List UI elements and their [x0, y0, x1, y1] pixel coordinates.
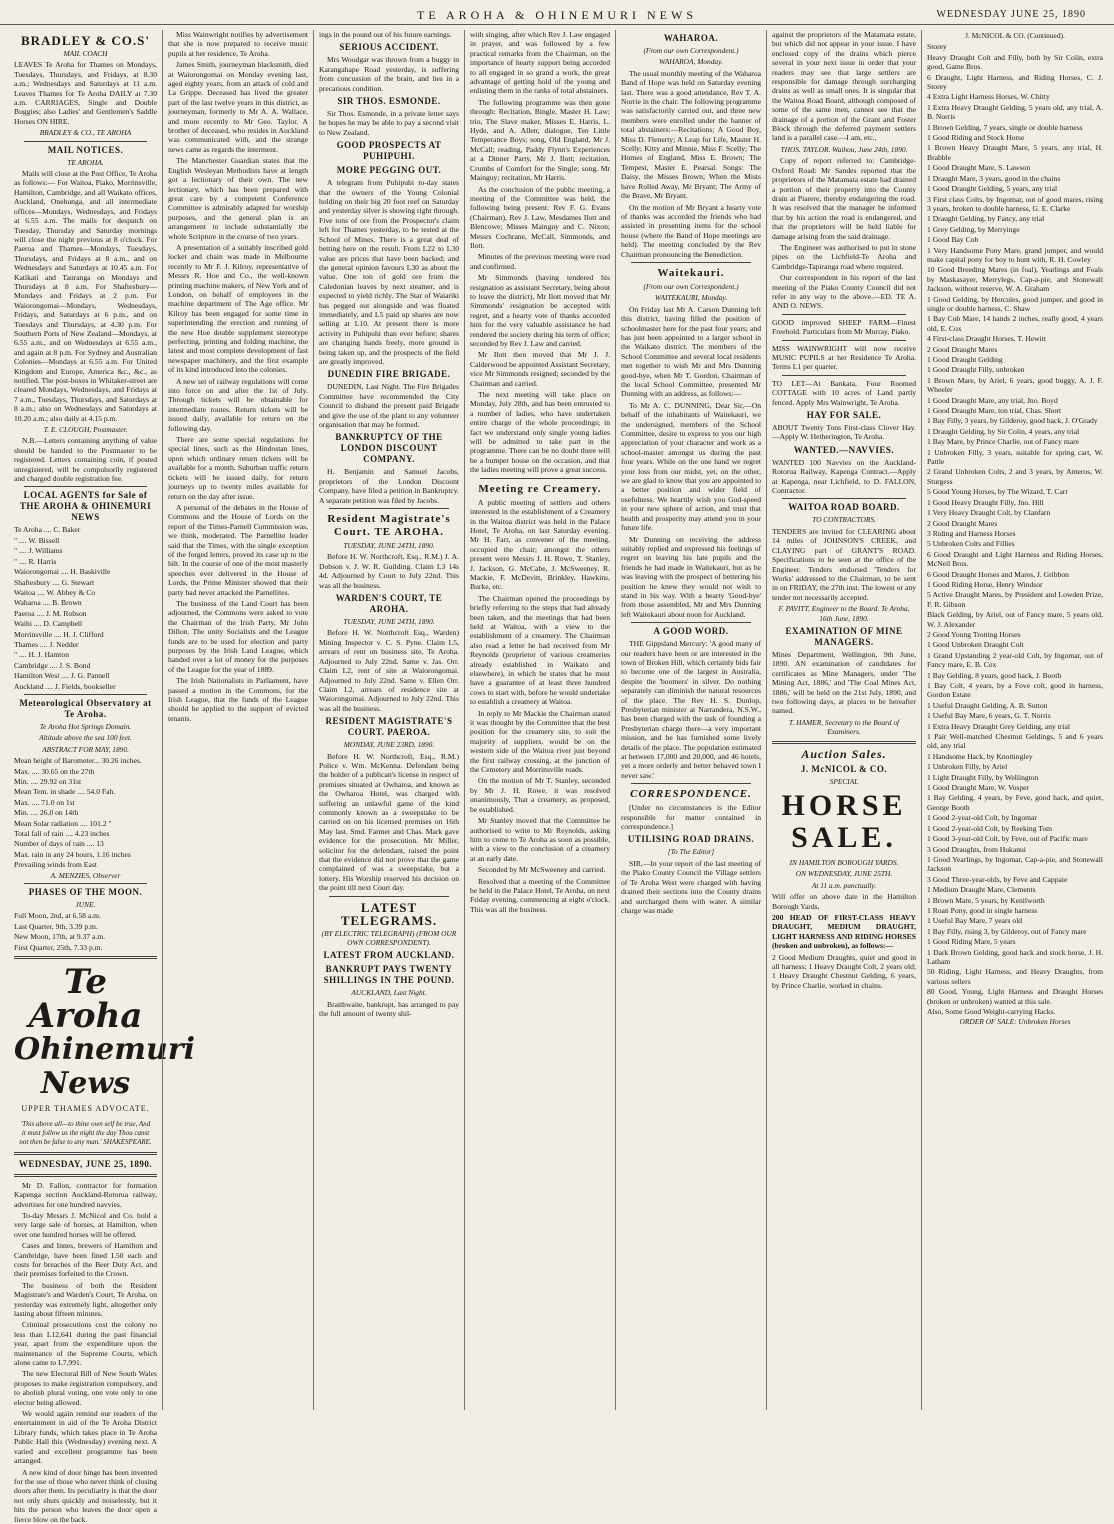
section-heading: UTILISING ROAD DRAINS.: [627, 834, 755, 845]
horse-list-item: 1 Good Draught Gelding: [927, 355, 1003, 364]
dateline: WAITEKAURI, Monday.: [654, 293, 728, 303]
horse-list-item: 3 First class Colts, by Ingomar, out of good mares, rising 3 years, broken to double harness, G. E. Clarke: [927, 194, 1103, 213]
continued-heading: J. McNICOL & CO. (Continued).: [965, 31, 1065, 40]
news-paragraph: The Chairman opened the proceedings by briefly referring to the steps that had already been taken, and the meetings that had been held at Waitoa, with a view to the establishment of a creamery. The Chairman also read a letter he had received from Mr Reynolds (proprietor of various creameries already established in Waikato and elsewhere), in which he states that he must have a guarantee of at least three hundred cows to start with, before he would undertake to establish a creamery at Waitoa.: [470, 593, 610, 707]
auction-date: ON WEDNESDAY, JUNE 25TH.: [795, 869, 893, 879]
news-paragraph: Resolved that a meeting of the Committee be held in the Palace Hotel, Te Aroha, on next Friday evening, commencing at eight o'clock. This was all the business.: [470, 876, 610, 914]
masthead-title: TE AROHA & OHINEMURI NEWS: [417, 8, 697, 22]
court-heading: WARDEN'S COURT, TE AROHA.: [335, 593, 443, 615]
horse-list-item: 1 Good 3-year-old Colt, by Feve, out of Pacific mare: [927, 834, 1088, 844]
horse-list-item: Storey: [927, 42, 947, 52]
news-paragraph: Sir Thos. Esmonde, in a private letter says he hopes he may be able to pay a second visit to New Zealand.: [319, 109, 459, 137]
news-paragraph: The usual monthly meeting of the Waharoa Band of Hope was held on Saturday evening last. There was a good attendance, Rev T. A. Norrie in the chair. The following programme was satisfactorily carried out, and three new members were enrolled under the banner of total abstainers:—Recitations; A Good Boy, Miss D. Flenerty; A Leap for Life, Master H. Scelly; Kitty and Minnie, Miss F. Scelly; The Homes of England, Miss E. Brown; The Tempest, Master E. Pearsal. Songs: The Daisy, the Misses Brown; When the Mists have Rolled Away, Mr Bryant; The Army of the Brave, Mr Bryant.: [621, 68, 761, 201]
news-paragraph: Before H. W. Northcroft, Esq., R.M.) Police v. Wm. McKenna. Defendant being the holder of a publican's license in respect of premises situated at Owharoa, and known as the Owharoa Hotel, was charged with suffering an unlawful game of the kind commonly known as a sweepstake to be carried on on his licensed premises on 16th May last. Smd. Farmer and Chas. Mark gave evidence for the prosecution. Mr Miller, solicitor for the defendant, raised the point that the evidence did not prove that the game complained of was a sweepstake, but a lottery. His Worship reserved his decision on the point till next Court day.: [319, 751, 459, 893]
horse-list-item: 6 Good Draught and Light Harness and Riding Horses, McNeil Bros.: [927, 549, 1103, 569]
news-paragraph: The Manchester Guardian states that the English Wesleyan Methodists have at length got a lectionary of their own. The new lectionary, which has been prepared with great care by a competent Conference Committee is admirably adapted for worship purposes, and the general plan is an arrangement to include substantially the whole Scripture in the course of two years.: [168, 156, 308, 241]
telegrams-sub: (BY ELECTRIC TELEGRAPH) (FROM OUR OWN CORRESPONDENT).: [321, 928, 457, 948]
horse-list-item: 1 Roan Pony, good in single harness: [927, 905, 1038, 915]
agent-row: Te Aroha .... C. Baker: [14, 525, 81, 535]
horse-list-item: 1 Good Draught Mare, W. Vosper: [927, 783, 1030, 793]
horse-list-item: 1 Unbroken Filly, by Ariel: [927, 762, 1008, 772]
moon-row: New Moon, 17th, at 9.37 a.m.: [14, 932, 106, 942]
agent-row: Waihi .... D. Campbell: [14, 619, 83, 629]
order-of-sale: ORDER OF SALE: Unbroken Horses: [959, 1017, 1071, 1027]
horse-list-item: 6 Draught, Light Harness, and Riding Horses, C. J. Storey: [927, 72, 1103, 92]
horse-list-item: 1 Bay Colt, 4 years, by a Fove colt, good in harness, Gordon Estate: [927, 681, 1103, 700]
horse-list-item: 3 Good Three-year-olds, by Feve and Cappaie: [927, 874, 1068, 884]
column-rule: [464, 30, 465, 1410]
section-heading: DUNEDIN FIRE BRIGADE.: [327, 369, 451, 380]
mail-title: MAIL NOTICES.: [47, 144, 124, 155]
news-paragraph: The following programme was then gone through: Recitation, Bingle, Master H. Law; trio, The Slave maker, Misses E. Harris, L. Hyde, and A. Allen; dialogue, Ten Little Temperance Boys; song, Old England, Mr J. McCall; reading, Paddy Flynn's Experiences at a Dinner Party, Mr J. Ilott; recitation, Crumbs of Comfort for the Single; song, Mr Mainguy; recitation, Mr Harris.: [470, 97, 610, 183]
met-row: Mean height of Barometer... 30.26 inches.: [14, 756, 142, 766]
auctioneer-name: J. McNICOL & CO.: [800, 763, 888, 774]
met-sub: Te Aroha Hot Springs Domain.: [39, 721, 132, 731]
agent-row: Waitoa .... W. Abbey & Co: [14, 587, 96, 597]
horse-list-item: 1 Bay Gelding, 4 years, by Feve, good hack, and quiet, George Booth: [927, 793, 1103, 812]
horse-list-item: 1 Brown Heavy Draught Mare, 5 years, any trial, H. Brabble: [927, 143, 1103, 162]
section-heading: GOOD PROSPECTS AT PUHIPUHI.: [336, 140, 442, 162]
agent-row: " .... J. Williams: [14, 546, 63, 556]
news-paragraph: H. Benjamin and Samuel Jacobs, proprietors of the London Discount Company, have filed a petition in Bankruptcy. A separate petition was filed by Jacobs.: [319, 467, 459, 505]
paper-nameplate: [14, 962, 195, 1114]
advertisement: MISS WAINWRIGHT will now receive MUSIC PUPILS at her Residence Te Aroha. Terms L1 per quarter.: [772, 343, 916, 372]
horse-list-item: 1 Bay Filly, 3 years, by Gilderoy, good hack, J. O'Grady: [927, 416, 1098, 426]
agent-row: Paeroa .... J. M. Robson: [14, 608, 87, 618]
met-alt: Altitude above the sea 100 feet.: [39, 733, 132, 743]
column-7: [927, 30, 1103, 1410]
dateline: AUCKLAND, Last Night.: [351, 988, 427, 998]
nameplate-subtitle: UPPER THAMES ADVOCATE.: [21, 1104, 150, 1114]
horse-list-item: 80 Good, Young, Light Harness and Draught Horses (broken or unbroken) wanted at this sale.: [927, 987, 1103, 1006]
horse-list-item: 2 Good Draught Mares: [927, 518, 998, 528]
ad-sign: F. PAVITT, Engineer to the Board. Te Aroha, 16th June, 1890.: [778, 604, 910, 623]
met-row: Max. rain in any 24 hours, 1.16 inches: [14, 849, 131, 859]
moon-row: First Quarter, 25th, 7.33 p.m.: [14, 942, 103, 952]
news-paragraph: Mr Stanley moved that the Committee be authorised to write to Mr Reynolds, asking him to come to Te Aroha as soon as possible, with a view to the conclusion of a creamery at an early date.: [470, 816, 610, 863]
section-heading: MORE PEGGING OUT.: [336, 165, 442, 176]
horse-list-item: 1 Good Draught Mare, any trial, Jno. Boyd: [927, 395, 1058, 405]
horse-list-item: 1 Brown Gelding, 7 years, single or double harness: [927, 122, 1083, 132]
horse-list-item: 1 Extra Heavy Draught Grey Gelding, any trial: [927, 721, 1070, 731]
leader-paragraph: To-day Messrs J. McNicol and Co. hold a very large sale of horses, at Hamilton, when over one hundred horses will be offered.: [14, 1210, 157, 1239]
news-paragraph: The Irish Nationalists in Parliament, have passed a motion in the Commons, for the Irish League, that the funds of the League should be applied to the support of evicted tenants.: [168, 676, 308, 723]
news-paragraph: Minutes of the previous meeting were read and confirmed.: [470, 252, 610, 271]
agent-row: " .... R. Harris: [14, 556, 57, 566]
advertisement: GOOD improved SHEEP FARM—Finest Freehold. Particulars from Mr Murray, Piako.: [772, 317, 916, 337]
news-paragraph: James Smith, journeyman blacksmith, died at Waiorongomai on Monday evening last, aged eighty years, from an attack of cold and La Grippe. Deceased has lived the greater part of the last twelve years in this district, as journeyman, formerly to Mr A. A. Wallace, and more recently to Mr Geo. Taylor. A brother of deceased, who resides in Auckland was communicated with, and the strange news came as regards the interment.: [168, 60, 308, 154]
mail-place: TE AROHA.: [67, 157, 104, 167]
horse-list-item: 1 Draught Mare, 3 years, good in the chains: [927, 173, 1061, 183]
news-paragraph: On the motion of Mr T. Stanley, seconded by Mr J. H. Rowe, it was resolved unanimously, That a creamery, as proposed, be established.: [470, 776, 610, 814]
horse-sale-banner: HORSE SALE.: [781, 789, 907, 854]
horse-list-item: 1 Useful Draught Gelding, A. B. Sutton: [927, 700, 1048, 710]
horse-list-item: 4 Extra Light Harness Horses, W. Chitty: [927, 92, 1050, 102]
news-paragraph: Our correspondent in his report of the last meeting of the Piako County Council did not refer in any way to the above.—ED. TE A. AND O. NEWS.: [772, 273, 916, 311]
news-paragraph: The next meeting will take place on Monday, July 28th, and has been entrusted to a number of ladies, who have undertaken entire charge of the whole proceedings; in fact we understand only single young ladies will be admitted to take part in the programme. There can be no doubt there will be a bumper house on the occasion, and that the ladies meeting will prove a great success.: [470, 390, 610, 475]
horse-list-item: 1 Good Riding and Stock Horse: [927, 133, 1025, 143]
news-paragraph: [Under no circumstances is the Editor responsible for matter contained in correspondence.]: [621, 803, 761, 832]
news-paragraph: A new set of railway regulations will come into force on and after the 1st of July. Through tickets will be obtainable for intermediate routes. Return tickets will be issued daily, available for return on the following day.: [168, 376, 308, 433]
section-heading: LATEST FROM AUCKLAND.: [323, 950, 455, 961]
news-paragraph: Braithwaite, bankrupt, has arranged to pay the full amount of twenty shil-: [319, 999, 459, 1019]
court-date: TUESDAY, JUNE 24TH, 1890.: [343, 617, 435, 627]
agent-row: Waiorongomai .... H. Baskiville: [14, 567, 111, 577]
section-heading: Waitekauri.: [657, 266, 725, 279]
column-1: [14, 30, 195, 1524]
news-paragraph: Copy of report referred to: Cambridge-Oxford Road: Mr Sandes reported that the proprietors of the Matamata estate had drained a portion of their property into the County drain at Piarere, thereby endangering the road. It was resolved that the manager be informed that by his action the road is endangered, and that the proprietors will be held liable for damage arising from the said drainage.: [772, 156, 916, 241]
auction-heading: Auction Sales.: [801, 746, 887, 761]
horse-list-item: 6 Good Draught Horses and Mares, J. Gribbon: [927, 569, 1069, 579]
news-paragraph: Mr Dunning on receiving the address suitably replied and expressed his feelings of regret on leaving his late pupils and the friends he had made in Waitekauri, but as he was leaving with the prospect of bettering his position he knew they would not wish to stand in his way. With a hearty 'Good-bye' from those assembled, Mr and Mrs Dunning left Waitekauri about noon for Auckland.: [621, 534, 761, 619]
horse-list-item: 1 Good Draught Mare, ton trial, Chas. Short: [927, 406, 1062, 416]
news-paragraph: Mr Ilott then moved that Mr J. J. Calderwood be appointed Assistant Secretary, vice Mr Simmonds resigned; seconded by the Chairman and carried.: [470, 350, 610, 388]
ad-heading: HAY FOR SALE.: [806, 410, 882, 421]
mail-sign: T. E. CLOUGH, Postmaster.: [43, 425, 128, 435]
moon-list: [14, 911, 157, 952]
telegrams-heading: LATEST TELEGRAMS.: [340, 899, 438, 928]
news-paragraph: Before H. W. Northcroft Esq., Warden) Mining Inspector v. C. S. Pyne. Claim L5, arrears of rent on business site, Te Aroha. Adjourned to July 22nd. Same v. Jas. Orr. Claim L2, rent of site at Waiorongomai. Adjourned to July 22nd. Same v. Ellen Orr. Claim L2, arrears of residence site at Waiorongomai. Adjourned to July 22nd. This was all the business.: [319, 628, 459, 713]
horse-list-item: 1 Draught Gelding, by Fancy, any trial: [927, 214, 1045, 224]
leader-paragraph: A new kind of door hinge has been invented for the use of those who never think of closing doors after them. Its peculiarity is that the door not only shuts quickly and noiselessly, but it hits the person who leaves the door open a fierce blow on the back.: [14, 1467, 157, 1524]
news-paragraph: As the conclusion of the public meeting, a meeting of the Committee was held, the following being present: Rev F. G. Evans (Chairman), Rev J. Law, Mesdames Ilott and Blencowe; Misses Mainguy and C. Nixon; Messrs Cochrane, McCall, Simmonds, and Ilott.: [470, 184, 610, 250]
news-paragraph: Before H. W. Northcroft, Esq., R.M.) J. A. Dobson v. J. W. R. Guilding. Claim L3 14s 4d. Adjourned by Court to July 22nd. This was all the business.: [319, 552, 459, 590]
column-rule: [313, 30, 314, 1410]
column-4: [470, 30, 610, 1410]
section-heading: A GOOD WORD.: [653, 626, 729, 637]
news-paragraph: DUNEDIN, Last Night. The Fire Brigades Committee have recommended the City Council to disband the present paid Brigade and give the use of the plant to any volunteer organisation that may be formed.: [319, 382, 459, 429]
leader-paragraph: The business of both the Resident Magistrate's and Warden's Court, Te Aroha, on yesterday was extremely light, altogether only lasting about fifteen minutes.: [14, 1280, 157, 1318]
news-paragraph: against the proprietors of the Matamata estate, but which did not appear in your issue. I have enclosed copy of the drains which pierce several in your next issue in order that your readers may see that large settlers are responsible for damage through surcharging drains as well as small ones. It is singular that the Waitoa Road Board, although composed of some of the same men, cannot see that the drainage of a portion of the Grant and Foster Block through the deferred payment settlers land is a parallel case.—I am, etc.,: [772, 30, 916, 143]
leader-paragraph: The new Electoral Bill of New South Wales proposes to make registration compulsory, and to abolish plural voting, one vote only to one elector being allowed.: [14, 1369, 157, 1407]
news-paragraph: ings in the pound out of his future earnings.: [319, 30, 452, 39]
agent-row: Cambridge .... J. S. Bond: [14, 660, 91, 670]
moon-row: Full Moon, 2nd, at 6.58 a.m.: [14, 911, 101, 921]
horse-list-item: 1 Good Unbroken Draught Colt: [927, 640, 1024, 650]
moon-row: Last Quarter, 9th, 3.39 p.m.: [14, 921, 98, 931]
horse-list-item: 1 Useful Bay Mare, 7 years old: [927, 916, 1023, 926]
met-sign: A. MENZIES, Observer: [50, 870, 121, 880]
leader-paragraph: Mr D. Fallon, contractor for formation Kapenga section Auckland-Rotorua railway, advertises for one hundred navvies.: [14, 1180, 157, 1209]
horse-list-item: 1 Good Gelding, by Hercules, good jumper, and good in single or double harness, C. Shaw: [927, 294, 1103, 313]
ad-heading: WAITOA ROAD BOARD.: [788, 502, 900, 513]
ad-heading: WANTED.—NAVVIES.: [793, 444, 895, 455]
horse-list-item: 1 Very Heavy Draught Colt, by Clanfarn: [927, 508, 1051, 518]
mail-nb: N.B.—Letters containing anything of value should be handed to the Postmaster to be registered. Letters containing coin, if posted unregistered, will be compulsorily registered and charged double registration fee.: [14, 436, 157, 484]
leader-paragraph: We would again remind our readers of the entertainment in aid of the Te Aroha District Library funds, which takes place in Te Aroha Public Hall this (Wednesday) evening next. A varied and excellent programme has been arranged.: [14, 1409, 157, 1466]
horse-list-item: 1 Bay Filly, rising 3, by Gilderoy, out of Fancy mare: [927, 926, 1087, 936]
court-date: MONDAY, JUNE 23RD, 1890.: [343, 740, 435, 750]
leader-paragraph: Criminal prosecutions cost the colony no less than L12,641 during the past financial year, apart from the expenditure upon the maintenance of the Supreme Courts, which alone came to L7,991.: [14, 1320, 157, 1368]
agent-row: Waharoa .... B. Brown: [14, 598, 82, 608]
column-5: [621, 30, 761, 1410]
horse-list-item: 1 Good Draught Filly, unbroken: [927, 365, 1025, 375]
column-rule: [921, 30, 922, 1410]
section-heading: CORRESPONDENCE.: [630, 788, 752, 801]
ad-heading: EXAMINATION OF MINE MANAGERS.: [785, 625, 903, 647]
horse-list-item: 1 Good Draught Mare, S. Lawson: [927, 163, 1031, 173]
horse-list-item: 1 Good Riding Horse, Henry Windsor: [927, 579, 1043, 589]
horse-list-item: 3 Good Draughts, from Hukanui: [927, 844, 1026, 854]
horse-list-item: 1 Good Heavy Draught Filly, Jno. Hill: [927, 497, 1044, 507]
agent-row: Thames .... J. Nedder: [14, 639, 79, 649]
horse-list-item: 1 Good Yearlings, by Ingomar, Cap-a-pie, and Stonewall Jackson: [927, 854, 1103, 874]
auction-venue: IN HAMILTON BOROUGH YARDS.: [789, 858, 899, 867]
column-rule: [766, 30, 767, 1410]
column-3: [319, 30, 459, 1410]
advertisement: TENDERS are invited for CLEARING about 14 miles of JOHNSON'S CREEK, and CLAYING part of GRANT'S ROAD. Specifications to be seen at the office of the Engineer. Tenders endorsed 'Tenders for Works' addressed to the Chairman, to be sent in on FRIDAY, the 27th inst. The lowest or any tender not necessarily accepted.: [772, 526, 916, 602]
ad-sign: T. HAMER, Secretary to the Board of Examiners.: [788, 717, 900, 737]
court-date: TUESDAY, JUNE 24TH, 1890.: [343, 541, 435, 551]
horse-list-item: 5 Good Young Horses, by The Wizard, T. Carr: [927, 487, 1068, 497]
moon-month: JUNE.: [75, 900, 96, 910]
horse-list-item: Also, Some Good Weight-carrying Hacks.: [927, 1007, 1056, 1016]
met-row: Prevailing winds from East: [14, 860, 97, 870]
nameplate-line-1: Te Aroha: [28, 962, 143, 1037]
column-rule: [615, 30, 616, 1410]
dateline: WAHAROA, Monday.: [659, 57, 723, 67]
met-row: Mean Solar radiation .... 101.2 ": [14, 818, 112, 828]
met-title: Meteorological Observatory at Te Aroha.: [19, 697, 152, 719]
motto: 'This above all—to thine own self be true, And it must follow as the night the day Thou canst not then be false to any man.' SHAKESPEARE.: [19, 1119, 152, 1147]
horse-list-item: 1 Good Bay Cob: [927, 235, 979, 245]
advertisement: 200 HEAD OF FIRST-CLASS HEAVY DRAUGHT, MEDIUM DRAUGHT, LIGHT HARNESS AND RIDING HORSES (broken and unbroken), as follows:—: [772, 913, 916, 951]
agent-row: Hamilton West .... J. G. Pannell: [14, 671, 110, 681]
nameplate-line-2: Ohinemuri News: [14, 1032, 195, 1102]
news-paragraph: The Engineer was authorised to put in stone pipes on the Lichfield-Te Aroha and Cambridge-Tapiranga road where required.: [772, 242, 916, 271]
advertisement: ABOUT Twenty Tons First-class Clover Hay.—Apply W. Hetherington, Te Aroha.: [772, 423, 916, 442]
advertisement: Will offer on above date in the Hamilton Borough Yards,: [772, 892, 916, 911]
met-row: Mean Tem. in shade .... 54.0 Fah.: [14, 787, 116, 797]
bradley-text: LEAVES Te Aroha for Thames on Mondays, Tuesdays, Thursdays, and Fridays, at 8.30 a.m.; Wednesdays and Saturdays at 11 a.m. Leaves Thames for Te Aroha DAILY at 7.30 a.m. CARRIAGES, Single and Double Buggies; also Ladies' and Gentlemen's Saddle Horses ON HIRE.: [14, 60, 157, 126]
section-heading: BANKRUPT PAYS TWENTY SHILLINGS IN THE POUND.: [323, 964, 455, 986]
horse-list-item: 1 Good Draught Gelding, 5 years, any trial: [927, 184, 1058, 194]
horse-list-item: 1 Draught Gelding, by Sir Colin, 4 years, any trial: [927, 426, 1080, 436]
correspondent-note: (From our own Correspondent.): [643, 46, 739, 55]
horse-list-item: 1 Bay Gelding, 8 years, good hack, J. Booth: [927, 670, 1062, 680]
advertisement: 2 Good Medium Draughts, quiet and good in all harness; 1 Heavy Draught Colt, 2 years old; 1 Heavy Draught Chestnut Gelding, 6 years, by Prince Charlie, worked in chains.: [772, 952, 916, 990]
horse-list-item: 1 Useful Bay Mare, 6 years, G. T. Norris: [927, 711, 1051, 721]
horse-list-item: 1 Extra Heavy Draught Gelding, 5 years old, any trial, A. B. Norris: [927, 102, 1103, 122]
court-heading: RESIDENT MAGISTRATE'S COURT. PAEROA.: [325, 716, 453, 738]
horse-list-item: 1 Medium Draught Mare, Clements: [927, 885, 1036, 895]
advertisement: Mines Department, Wellington, 9th June, 1890. AN examination of candidates for certificates as Mine Managers, under 'The Mining Act, 1886,' and 'The Coal Mines Act, 1886,' will be held on the 21st July, 1890, and two following days, at places to be hereafter named.: [772, 649, 916, 716]
news-paragraph: On the motion of Mr Bryant a hearty vote of thanks was accorded the friends who had assisted in presenting items for the school house (where the Band of Hope meetings are held). The meeting concluded by the Rev Chairman pronouncing the Benediction.: [621, 202, 761, 259]
horse-list-item: 1 Unbroken Filly, 3 years, suitable for spring cart, W. Pattle: [927, 447, 1103, 467]
bradley-subtitle: MAIL COACH: [63, 49, 108, 58]
column-rule: [162, 30, 163, 1410]
horse-list-item: 1 Grey Gelding, by Merryinge: [927, 224, 1020, 234]
news-paragraph: A public meeting of settlers and others interested in the establishment of a Creamery in the Waitoa district was held in the Palace Hotel, Te Aroha, on last Saturday evening. Mr H. Farr, as convener of the meeting, occupied the chair; amongst the others present were Messrs J. H. Rowe, T. Stanley, J. Jackson, G. McCabe, J. McSweeney, R. Mackie, F. McDevitt, Brinkley, Hawkins, Burke, etc.: [470, 497, 610, 592]
news-paragraph: Mrs Woodgar was thrown from a buggy in Karangahape Road yesterday, is suffering from concussion of the brain, and lies in a precarious condition.: [319, 55, 459, 93]
agents-list: [14, 525, 157, 691]
column-2: [168, 30, 308, 1410]
horse-list-item: 1 Bay Mare, by Prince Charlie, out of Fancy mare: [927, 437, 1080, 447]
court-heading: Resident Magistrate's Court. TE AROHA.: [327, 513, 451, 539]
section-heading: Meeting re Creamery.: [478, 482, 602, 495]
mail-text: Mails will close at the Post Office, Te Aroha as follows:— For Waitoa, Piako, Morrinsville, Hamilton, Cambridge, and all Waikato offices, Auckland, Onehunga, and all intermediate offices—Mondays, Wednesdays, and Fridays at 6.55 a.m. The mails for despatch on Tuesday, Thursday and Saturday mornings will close the night previous at 8 o'clock. For Paeroa and Thames—Mondays, Tuesdays, Thursdays, and Fridays at 8 a.m., and on Wednesdays and Saturdays at 10.45 a.m. For Katikati and Tauranga on Mondays and Thursdays at 8 a.m. For Shaftesbury—Mondays and Fridays at 2 p.m. For Waiorongomai—Mondays, Wednesdays, Fridays, and Saturdays at 6 p.m., and on Tuesdays and Thursdays, at 4.30 p.m. For Southern Ports of New Zealand—Mondays, at 6.55 a.m., and on Wednesdays at 6.55 a.m., and again at 8 p.m. For Sydney and Australian Colonies—Mondays at 6.55 a.m. For United Kingdom and Europe, America &c., &c., as notified. The post-boxes in Whitaker-street are cleared Mondays, Wednesdays, and Fridays at 7 a.m., Tuesdays, Thursdays, and Saturdays at 8 a.m.; also on Wednesdays and Saturdays at 10.20 a.m.; also daily at 4.15 p.m.: [14, 169, 157, 423]
bradley-title: BRADLEY & CO.S': [20, 33, 150, 48]
horse-list-item: 5 Active Draught Mares, by President and Lowden Prize, F. R. Gibson: [927, 590, 1103, 609]
section-heading: WAHAROA.: [663, 33, 719, 43]
horse-list-item: Heavy Draught Colt and Filly, both by Sir Colin, extra good, Game Bros.: [927, 52, 1103, 72]
horse-list-item: 1 Good 2-year-old Colt, by Reeking Tom: [927, 823, 1053, 833]
column-6: [772, 30, 916, 1410]
horse-list-item: 10 Good Breeding Mares (in foal), Yearlings and Foals by Maskasayer, Merrylegs, Cap-a-pie, and Stonewall Jackson, without reserve, W. A. Graham: [927, 265, 1103, 294]
agent-row: " .... W. Bissell: [14, 535, 60, 545]
agent-row: Shaftesbury .... G. Stewart: [14, 577, 95, 587]
news-paragraph: A personal of the debates in the House of Commons and the House of Lords on the report of the Times-Parnell Commission was, we think, moderated. The Parnellite leader said that the Times, with the single exception of the forged letters, proved its case up to the hilt. In the course of one of the most masterly speeches ever delivered in the House of Lords, the Prime Minister showed that their party had never attacked the Parnellites.: [168, 502, 308, 597]
correspondent-note: (From our own Correspondent.): [643, 281, 739, 291]
horse-list-item: 5 Unbroken Colts and Fillies: [927, 539, 1015, 549]
met-row: Max. .... 30.65 on the 27th: [14, 766, 95, 776]
horse-list-item: 1 Very Handsome Pony Mare, grand jumper, and would make capital pony for boy to hunt with, R. H. Cowley: [927, 245, 1103, 264]
news-paragraph: Seconded by Mr McSweeney and carried.: [478, 865, 606, 875]
advertisement: WANTED 100 Navvies on the Auckland-Rotorua Railway, Kapenga Contract.—Apply at Kapenga, near Lichfield, to D. FALLON, Contractor.: [772, 457, 916, 496]
dateline: WEDNESDAY, JUNE 25, 1890.: [18, 1158, 153, 1169]
horse-list-item: 1 Brown Mare, by Ariel, 6 years, good buggy, A. J. F. Wheeler: [927, 375, 1103, 395]
horse-list-item: 1 Bay Cob Mare, 14 hands 2 inches, really good, 4 years old, E. Cox: [927, 314, 1103, 333]
news-paragraph: On Friday last Mr A. Carson Dunning left this district, having filled the position of schoolmaster here for the past four years; and has just been appointed to a larger school in the Waikato district. The members of the School Committee and several local residents met together to wish Mr and Mrs Dunning good-bye, when Mr T. Gordon, Chairman of the local School Committee, presented Mr Dunning with an address, as follows:—: [621, 304, 761, 399]
horse-list-item: 1 Light Draught Filly, by Wellington: [927, 772, 1039, 782]
horse-list-item: Black Gelding, by Ariel, out of Fancy mare, 5 years old, W. J. Alexander: [927, 610, 1103, 629]
horse-list-item: 1 Brown Mare, 5 years, by Kenilworth: [927, 895, 1045, 905]
news-paragraph: There are some special regulations for special lines, such as the Hindostan lines, upon which ordinary return tickets will be available for a month. Suburban traffic return tickets will be issued daily, for return journeys up to twenty miles available for return on the day after issue.: [168, 435, 308, 501]
horse-list-item: 2 Good Draught Mares: [927, 344, 998, 354]
met-row: Min. .... 29.92 on 31st: [14, 777, 82, 786]
news-paragraph: with singing, after which Rev J. Law engaged in prayer, and was followed by a few practical remarks from the Chairman, on the importance of hearty support being accorded to all engaged in so grand a work, the great advantage of getting hold of the young and enlisting them in the ranks of total abstainers.: [470, 30, 610, 96]
ad-subheading: TO CONTRACTORS.: [812, 515, 876, 525]
news-paragraph: THE Gippsland Mercury: 'A good many of our readers have been or are interested in the town of Broken Hill, which certainly bids fair to become one of the largest in Australia, despite the 'boomers' in silver. Do nothing separately can diminish the natural resources of the place. The Rev H. S. Dunlop, Presbyterian minister at Narrandera, N.S.W., has been charged with the task of founding a Presbyterian charge there—a very important mission, and he has furnished some lively details of the place. The population estimated at between 17,000 and 20,000, and 46 hotels, yet a more orderly and better behaved town I never saw.': [621, 639, 761, 780]
horse-list-item: 1 Good 2-year-old Colt, by Ingomar: [927, 813, 1037, 823]
agents-title: LOCAL AGENTS for Sale of THE AROHA & OHINEMURI NEWS: [19, 490, 152, 523]
met-abstract: ABSTRACT FOR MAY, 1890.: [42, 744, 129, 754]
news-paragraph: The business of the Land Court has been adjourned, the Commons were asked to vote the Chairman of the Irish Party, Mr John Dillon. The unity Socialists and the League funds are to be used for election and party purposes by the Irish Land League, which handed over a lot of money for the purposes of the League for the year of 1889.: [168, 598, 308, 674]
auction-time: At 11 a.m. punctually.: [811, 880, 877, 890]
masthead: [0, 6, 1114, 25]
horse-list-item: 50 Riding, Light Harness, and Heavy Draughts, from various sellers: [927, 967, 1103, 986]
horse-list-item: 1 Grand Upstanding 2 year-old Colt, by Ingomar, out of Fancy mare, E. B. Cox: [927, 650, 1103, 670]
horse-list: [927, 42, 1103, 1016]
news-paragraph: Miss Wainwright notifies by advertisement that she is now prepared to receive music pupils at her residence, Te Aroha.: [168, 30, 308, 58]
correspondent-note: [To The Editor]: [667, 847, 715, 857]
agent-row: Morrinsville .... H. J. Clifford: [14, 629, 104, 639]
masthead-date: WEDNESDAY JUNE 25, 1890: [936, 9, 1086, 20]
moon-title: PHASES OF THE MOON.: [28, 887, 143, 898]
news-paragraph: In reply to Mr Mackie the Chairman stated it was thought by the Committee that the best position for the creamery site, to suit the majority of suppliers, would be on the western side of the Waitoa river just beyond the first railway crossing, at the junction of the Cemetery and Morrinsville roads.: [470, 708, 610, 775]
news-paragraph: A presentation of a suitably inscribed gold locket and chain was made in Melbourne recently to Mr F. J. Kilroy, representative of Messrs R. Hoe and Co., the well-known printing machine makers, of New York and of London, on behalf of employees in the machine department of The Age office. Mr Kilroy has been engaged for some time in superintending the erection and running of the new Hoe double supplement stereotype perfecting, printing and folding machine, the latest and most complete development of fast newspaper machinery, and the first example of its kind introduced into the colonies.: [168, 242, 308, 375]
advertisement: TO LET—At Bankata, Four Roomed COTTAGE with 10 acres of Land partly fenced. Apply Mrs Wainwright, Te Aroha.: [772, 378, 916, 407]
letter-sign: THOS. TAYLOR. Waihou, June 24th, 1890.: [780, 144, 908, 154]
leader-paragraph: Cases and Innes, brewers of Hamilton and Cambridge, have been fined L50 each and costs for breaches of the Beer Duty Act, and their premises forfeited to the Crown.: [14, 1241, 157, 1279]
agent-row: " .... H. J. Hamton: [14, 650, 69, 660]
met-row: Max. .... 71.0 on 1st: [14, 797, 75, 807]
auction-special: SPECIAL: [829, 776, 859, 786]
agent-row: Auckland .... J. Fields, bookseller: [14, 681, 116, 691]
met-row: Number of days of rain .... 13: [14, 839, 104, 849]
horse-list-item: 4 First-class Draught Horses, T. Hewitt: [927, 334, 1046, 344]
news-paragraph: SIR,—In your report of the last meeting of the Piako County Council the Village settlers of Te Aroha West were charged with having drained their sections into the County drains and surcharged them with water. A similar charge was made: [621, 858, 761, 915]
met-row: Min. .... 26.0 on 14th: [14, 808, 79, 818]
horse-list-item: 1 Dark Brown Gelding, good hack and stock horse, J. H. Latham: [927, 947, 1103, 966]
news-paragraph: Mr Simmonds (having tendered his resignation as assistant Secretary, being about to leave the district), Mr Ilott moved that Mr Simmonds' resignation be accepted with regret, and a hearty vote of thanks accorded him for the very valuable assistance he had rendered the society during his term of office; seconded by Rev J. Law and carried.: [470, 273, 610, 348]
bradley-sign: BRADLEY & CO., TE AROHA: [39, 128, 132, 138]
section-heading: SERIOUS ACCIDENT.: [339, 42, 439, 53]
horse-list-item: 1 Good Riding Mare, 5 years: [927, 937, 1016, 947]
news-paragraph: To Mr A. C. DUNNING, Dear Sir,—On behalf of the inhabitants of Waitekauri, we the undersigned, members of the School Committee, desire to express to you our high appreciation of your character and work as a school-master amongst us during the past four years. While on the one hand we regret your loss from our midst, yet, on the other, we are glad to know that you are appointed to a better position and wider field of usefulness. We heartily wish you God-speed in your new sphere of action, and trust that health and prosperity may attend you in your future life.: [621, 400, 761, 533]
horse-list-item: 3 Riding and Harness Horses: [927, 528, 1016, 538]
horse-list-item: 1 Pair Well-matched Chestnut Geldings, 5 and 6 years old, any trial: [927, 732, 1103, 751]
met-row: Total fall of rain .... 4.23 inches: [14, 829, 110, 839]
horse-list-item: 2 Good Young Trotting Horses: [927, 629, 1021, 639]
section-heading: BANKRUPTCY OF THE LONDON DISCOUNT COMPANY.: [335, 432, 443, 465]
horse-list-item: 2 Grand Unbroken Colts, 2 and 3 years, by Anteros, W. Sturgess: [927, 467, 1103, 486]
news-paragraph: A telegram from Puhipuhi to-day states that the owners of the Young Colonial holding on their big 20 foot reef on Saturday and yesterday silver is showing right through. Five tons of ore from the Prospector's claim left for Thames yesterday, to be tested at the School of Mines. There is a great deal of betting here on the result. From L22 to L30 value are prices that have been backed; and the general opinion favours L30 as about the value. One ton of gold ore from the Caledonian leaves by next steamer, and is expected to yield richly. The Star of Waiariki has pegged out alongside and was floated immediately, and L5 paid up shares are now selling at L10. At present there is more activity in Puhipuhi than ever before; shares are changing hands freely, more ground is being taken up, and the prospects of the field are greatly improved.: [319, 178, 459, 366]
section-heading: SIR THOS. ESMONDE.: [337, 96, 441, 107]
met-table: [14, 756, 157, 869]
horse-list-item: 1 Handsome Hack, by Knottingley: [927, 751, 1033, 761]
